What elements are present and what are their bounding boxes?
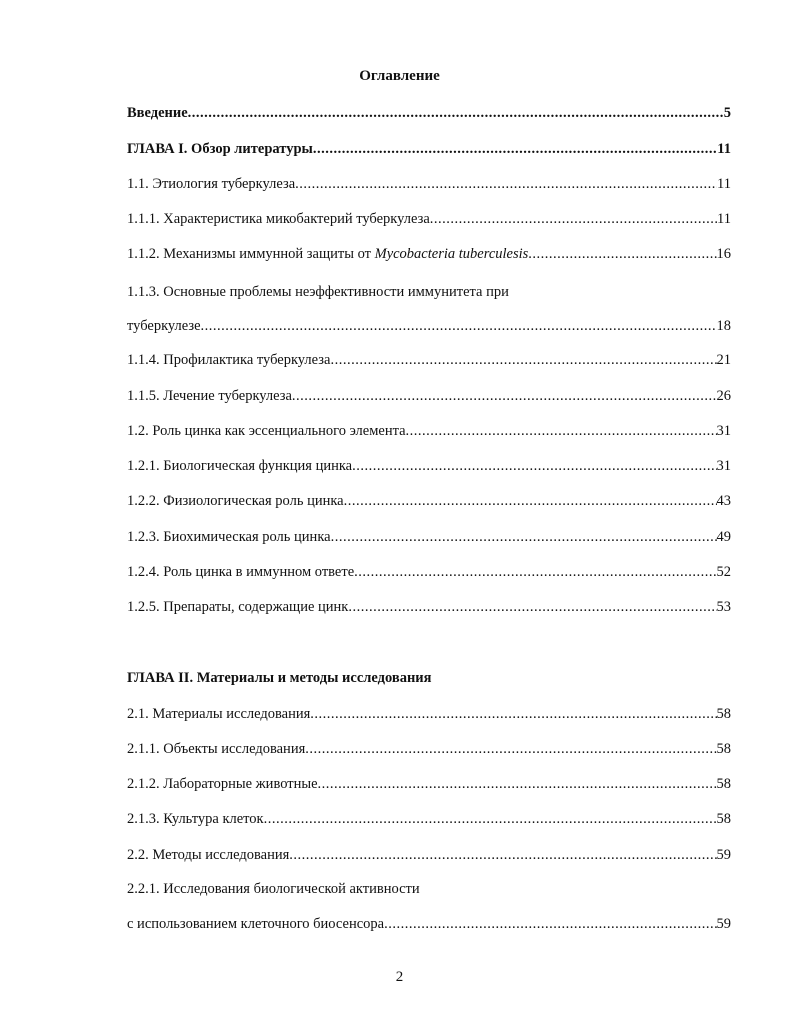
toc-entry-label (127, 244, 528, 264)
toc-entry-label: Введение (127, 105, 188, 121)
toc-leader-dots (430, 209, 717, 229)
toc-entry-page: 52 (716, 564, 731, 580)
toc-entry (127, 527, 731, 547)
toc-entry-page: 31 (716, 458, 731, 474)
toc-entry-page: 58 (716, 706, 731, 722)
toc-entry (127, 809, 731, 829)
toc-entry-page: 31 (716, 423, 731, 439)
toc-entry-label: 1.2. Роль цинка как эссенциального элемента (127, 423, 406, 439)
toc-leader-dots (264, 809, 717, 829)
toc-entry-page: 58 (716, 741, 731, 757)
toc-leader-dots (295, 174, 717, 194)
toc-leader-dots (528, 244, 716, 264)
toc-entry-label-continued: туберкулезе (127, 318, 201, 334)
toc-entry (127, 209, 731, 229)
toc-entry-label: 1.2.1. Биологическая функция цинка (127, 458, 353, 474)
toc-entry-label: 2.1.2. Лабораторные животные (127, 776, 318, 792)
toc-entry-label: 1.1.4. Профилактика туберкулеза (127, 352, 331, 368)
toc-entry-label-continued: с использованием клеточного биосенсора (127, 916, 385, 932)
toc-leader-dots (201, 316, 717, 336)
toc-entry-label: 1.1.5. Лечение туберкулеза (127, 388, 292, 404)
toc-leader-dots (344, 491, 717, 511)
toc-entry-page: 5 (723, 105, 731, 121)
toc-entry-label: 2.2.1. Исследования биологической активности (127, 881, 420, 897)
toc-leader-dots (330, 350, 716, 370)
toc-entry (127, 704, 731, 724)
toc-entry (127, 350, 731, 370)
toc-entry-label: 1.1. Этиология туберкулеза (127, 176, 296, 192)
toc-entry (127, 597, 731, 617)
toc-entry-label: 1.2.3. Биохимическая роль цинка (127, 529, 331, 545)
toc-entry (127, 174, 731, 194)
toc-entry-page: 58 (716, 811, 731, 827)
toc-entry-label: 1.2.4. Роль цинка в иммунном ответе (127, 564, 355, 580)
toc-leader-dots (384, 914, 716, 934)
toc-entry-page: 11 (717, 176, 731, 192)
toc-entry-label: 1.1.1. Характеристика микобактерий туберкулеза (127, 211, 430, 227)
page-number: 2 (395, 969, 404, 985)
toc-leader-dots (318, 774, 717, 794)
toc-entry (127, 316, 731, 336)
toc-entry-page: 49 (716, 529, 731, 545)
toc-title: Оглавление (359, 68, 440, 84)
toc-entry-page: 16 (716, 246, 731, 262)
toc-entry (127, 914, 731, 934)
toc-entry (127, 774, 731, 794)
toc-entry-label: 1.2.5. Препараты, содержащие цинк (127, 599, 349, 615)
toc-entry-page: 18 (716, 318, 731, 334)
toc-leader-dots (188, 103, 724, 123)
toc-leader-dots (354, 562, 716, 582)
toc-entry-label: 2.1.3. Культура клеток (127, 811, 264, 827)
toc-entry-page: 26 (716, 388, 731, 404)
toc-entry-label: ГЛАВА I. Обзор литературы (127, 141, 313, 157)
toc-entry-label-italic: Mycobacteria tuberculesis (374, 246, 529, 262)
toc-entry-chapter-2: ГЛАВА II. Материалы и методы исследования (127, 670, 432, 686)
toc-leader-dots (292, 386, 717, 406)
toc-leader-dots (305, 739, 716, 759)
toc-leader-dots (331, 527, 717, 547)
toc-entry-label: 2.1. Материалы исследования (127, 706, 311, 722)
toc-entry-page: 58 (716, 776, 731, 792)
toc-entry-chapter-1 (127, 139, 731, 159)
toc-entry-page: 43 (716, 493, 731, 509)
toc-entry-label: 2.2. Методы исследования (127, 847, 290, 863)
toc-entry-page: 59 (716, 847, 731, 863)
toc-leader-dots (348, 597, 716, 617)
toc-leader-dots (313, 139, 717, 159)
toc-entry (127, 244, 731, 264)
toc-entry (127, 456, 731, 476)
toc-entry (127, 491, 731, 511)
toc-entry-page: 21 (716, 352, 731, 368)
toc-entry-label: 2.1.1. Объекты исследования (127, 741, 306, 757)
toc-entry (127, 562, 731, 582)
toc-leader-dots (310, 704, 716, 724)
toc-leader-dots (352, 456, 716, 476)
toc-entry-page: 11 (717, 141, 731, 157)
toc-leader-dots (289, 845, 716, 865)
toc-entry-page: 11 (717, 211, 731, 227)
toc-entry-label-prefix: 1.1.2. Механизмы иммунной защиты от (127, 246, 375, 262)
toc-entry-page: 59 (716, 916, 731, 932)
toc-entry-page: 53 (716, 599, 731, 615)
toc-entry (127, 421, 731, 441)
toc-entry-introduction (127, 103, 731, 123)
toc-entry (127, 845, 731, 865)
toc-entry-label: 1.1.3. Основные проблемы неэффективности иммунитета при (127, 284, 509, 300)
toc-leader-dots (406, 421, 717, 441)
toc-entry (127, 386, 731, 406)
toc-entry-label: 1.2.2. Физиологическая роль цинка (127, 493, 344, 509)
toc-entry (127, 739, 731, 759)
